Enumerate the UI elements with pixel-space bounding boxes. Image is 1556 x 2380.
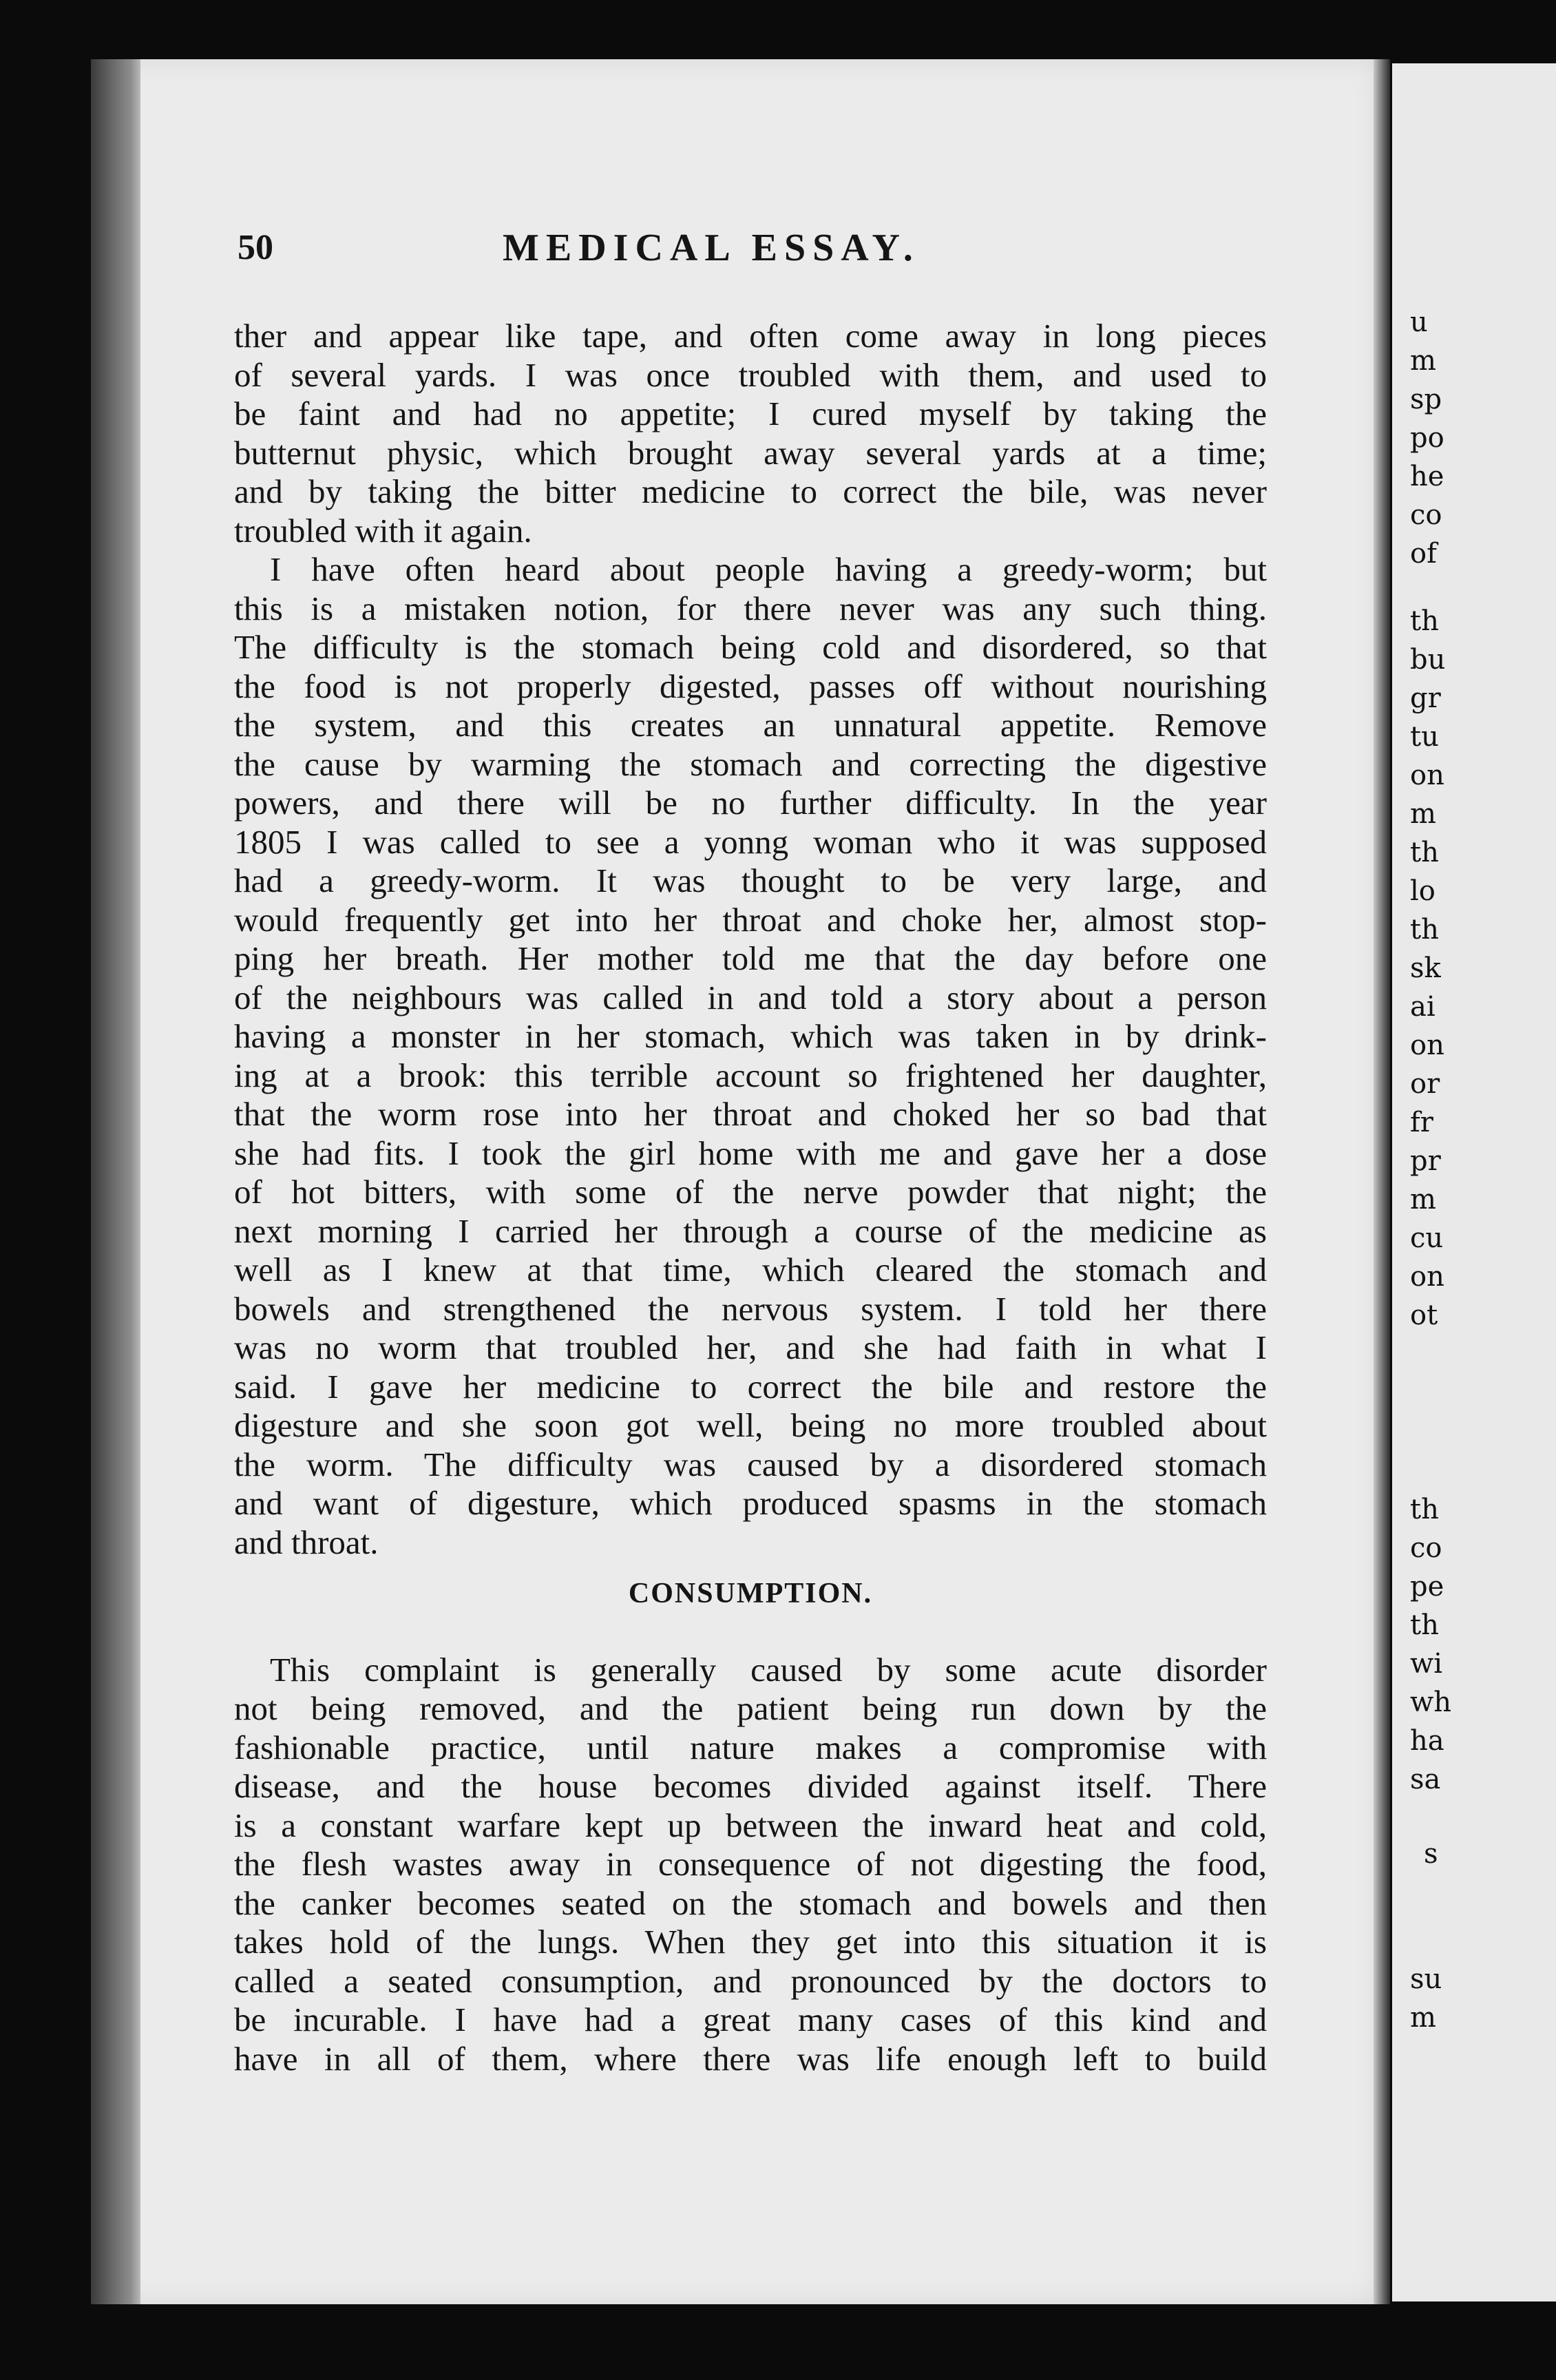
facing-page [1392, 63, 1556, 2301]
facing-page-fragment: sk [1410, 952, 1441, 984]
text-line: the cause by warming the stomach and correcting the digestive [234, 744, 1267, 783]
facing-page-fragment: s [1424, 1838, 1438, 1870]
text-line: said. I gave her medicine to correct the bile and restore the [234, 1367, 1267, 1406]
facing-page-fragment: or [1410, 1068, 1440, 1100]
text-line: and by taking the bitter medicine to correct the bile, was never [234, 472, 1267, 510]
facing-page-fragment: th [1410, 914, 1439, 946]
text-line: the canker becomes seated on the stomach and bowels and then [234, 1883, 1267, 1922]
facing-page-fragment: cu [1410, 1222, 1444, 1254]
page-number: 50 [238, 228, 273, 267]
facing-page-fragment: m [1410, 1184, 1436, 1215]
text-line: this is a mistaken notion, for there never was any such thing. [234, 589, 1267, 627]
facing-page-fragment: wh [1410, 1687, 1451, 1718]
facing-page-fragment: on [1410, 1030, 1444, 1061]
body-text [234, 317, 1267, 2078]
text-line: the food is not properly digested, passes off without nourishing [234, 667, 1267, 705]
text-line: well as I knew at that time, which cleared the stomach and [234, 1251, 1267, 1288]
text-line: have in all of them, where there was life enough left to build [234, 2039, 1267, 2078]
facing-page-fragment: po [1410, 422, 1444, 454]
text-line: the flesh wastes away in consequence of not digesting the food, [234, 1845, 1267, 1883]
text-line: 1805 I was called to see a yonng woman who it was supposed [234, 822, 1267, 861]
gutter-shadow [1374, 59, 1390, 2304]
text-line: ing at a brook: this terrible account so frightened her daughter, [234, 1056, 1267, 1094]
text-line: be incurable. I have had a great many cases of this kind and [234, 2001, 1267, 2038]
text-line: of hot bitters, with some of the nerve powder that night; the [234, 1173, 1267, 1211]
text-line: the system, and this creates an unnatural appetite. Remove [234, 706, 1267, 744]
text-line: ther and appear like tape, and often come away in long pieces [234, 317, 1267, 355]
facing-page-fragment: m [1410, 798, 1436, 830]
paragraph [234, 317, 1267, 550]
facing-page-fragment: on [1410, 760, 1444, 791]
facing-page-fragment: gr [1410, 682, 1441, 714]
text-line: she had fits. I took the girl home with me and gave her a dose [234, 1134, 1267, 1172]
text-line: of several yards. I was once troubled with them, and used to [234, 355, 1267, 394]
facing-page-fragment: u [1410, 306, 1428, 338]
facing-page-fragment: pe [1410, 1571, 1444, 1603]
text-line: called a seated consumption, and pronounced by the doctors to [234, 1961, 1267, 2000]
text-line: bowels and strengthened the nervous system. I told her there [234, 1289, 1267, 1328]
text-line: and want of digesture, which produced spasms in the stomach [234, 1484, 1267, 1522]
text-line: be faint and had no appetite; I cured myself by taking the [234, 395, 1267, 432]
page-edge-shadow [91, 59, 140, 2304]
facing-page-fragment: m [1410, 2002, 1436, 2034]
text-line: troubled with it again. [234, 511, 532, 550]
text-line: had a greedy-worm. It was thought to be very large, and [234, 862, 1267, 899]
facing-page-fragment: th [1410, 1494, 1439, 1525]
scan-border [0, 2304, 1556, 2380]
text-line: powers, and there will be no further difficulty. In the year [234, 784, 1267, 822]
text-line: ping her breath. Her mother told me that the day before one [234, 939, 1267, 977]
facing-page-fragment: sa [1410, 1764, 1441, 1795]
paragraph [234, 1651, 1267, 2079]
facing-page-fragment: fr [1410, 1107, 1433, 1138]
text-line: disease, and the house becomes divided against itself. There [234, 1767, 1267, 1805]
text-line: takes hold of the lungs. When they get into this situation it is [234, 1923, 1267, 1961]
facing-page-fragment: ha [1410, 1725, 1444, 1757]
facing-page-fragment: su [1410, 1963, 1442, 1995]
facing-page-fragment: th [1410, 837, 1439, 868]
facing-page-fragment: on [1410, 1261, 1444, 1293]
facing-page-fragment: co [1410, 499, 1442, 531]
text-line: is a constant warfare kept up between the inward heat and cold, [234, 1806, 1267, 1844]
text-line: and throat. [234, 1523, 379, 1561]
section-heading: CONSUMPTION. [628, 1578, 873, 1609]
page-title: MEDICAL ESSAY. [503, 227, 920, 269]
facing-page-fragment: co [1410, 1532, 1442, 1564]
facing-page-fragment: m [1410, 345, 1436, 377]
facing-page-fragment: ai [1410, 991, 1436, 1023]
text-line: having a monster in her stomach, which was taken in by drink- [234, 1017, 1267, 1055]
facing-page-fragment: lo [1410, 875, 1436, 907]
running-head [238, 227, 1270, 275]
facing-page-fragment: of [1410, 538, 1437, 570]
facing-page-fragment: ot [1410, 1299, 1438, 1331]
paragraph [234, 550, 1267, 1562]
text-line: would frequently get into her throat and choke her, almost stop- [234, 900, 1267, 939]
facing-page-fragment: wi [1410, 1648, 1443, 1680]
text-line: the worm. The difficulty was caused by a disordered stomach [234, 1445, 1267, 1483]
facing-page-fragment: he [1410, 461, 1444, 492]
text-line: of the neighbours was called in and told a story about a person [234, 978, 1267, 1016]
text-line: that the worm rose into her throat and choked her so bad that [234, 1095, 1267, 1133]
facing-page-fragment: bu [1410, 644, 1446, 676]
text-line: The difficulty is the stomach being cold and disordered, so that [234, 628, 1267, 666]
text-line: was no worm that troubled her, and she had faith in what I [234, 1328, 1267, 1366]
text-line: digesture and she soon got well, being no more troubled about [234, 1406, 1267, 1444]
facing-page-fragment: tu [1410, 721, 1439, 753]
facing-page-fragment: th [1410, 605, 1439, 637]
text-line: not being removed, and the patient being run down by the [234, 1689, 1267, 1727]
facing-page-fragment: pr [1410, 1145, 1441, 1177]
text-line: This complaint is generally caused by some acute disorder [270, 1650, 1267, 1689]
text-line: butternut physic, which brought away several yards at a time; [234, 433, 1267, 472]
text-line: next morning I carried her through a course of the medicine as [234, 1211, 1267, 1250]
facing-page-fragment: sp [1410, 384, 1442, 415]
text-line: fashionable practice, until nature makes a compromise with [234, 1728, 1267, 1766]
facing-page-fragment: th [1410, 1609, 1439, 1641]
text-line: I have often heard about people having a greedy-worm; but [270, 550, 1267, 588]
